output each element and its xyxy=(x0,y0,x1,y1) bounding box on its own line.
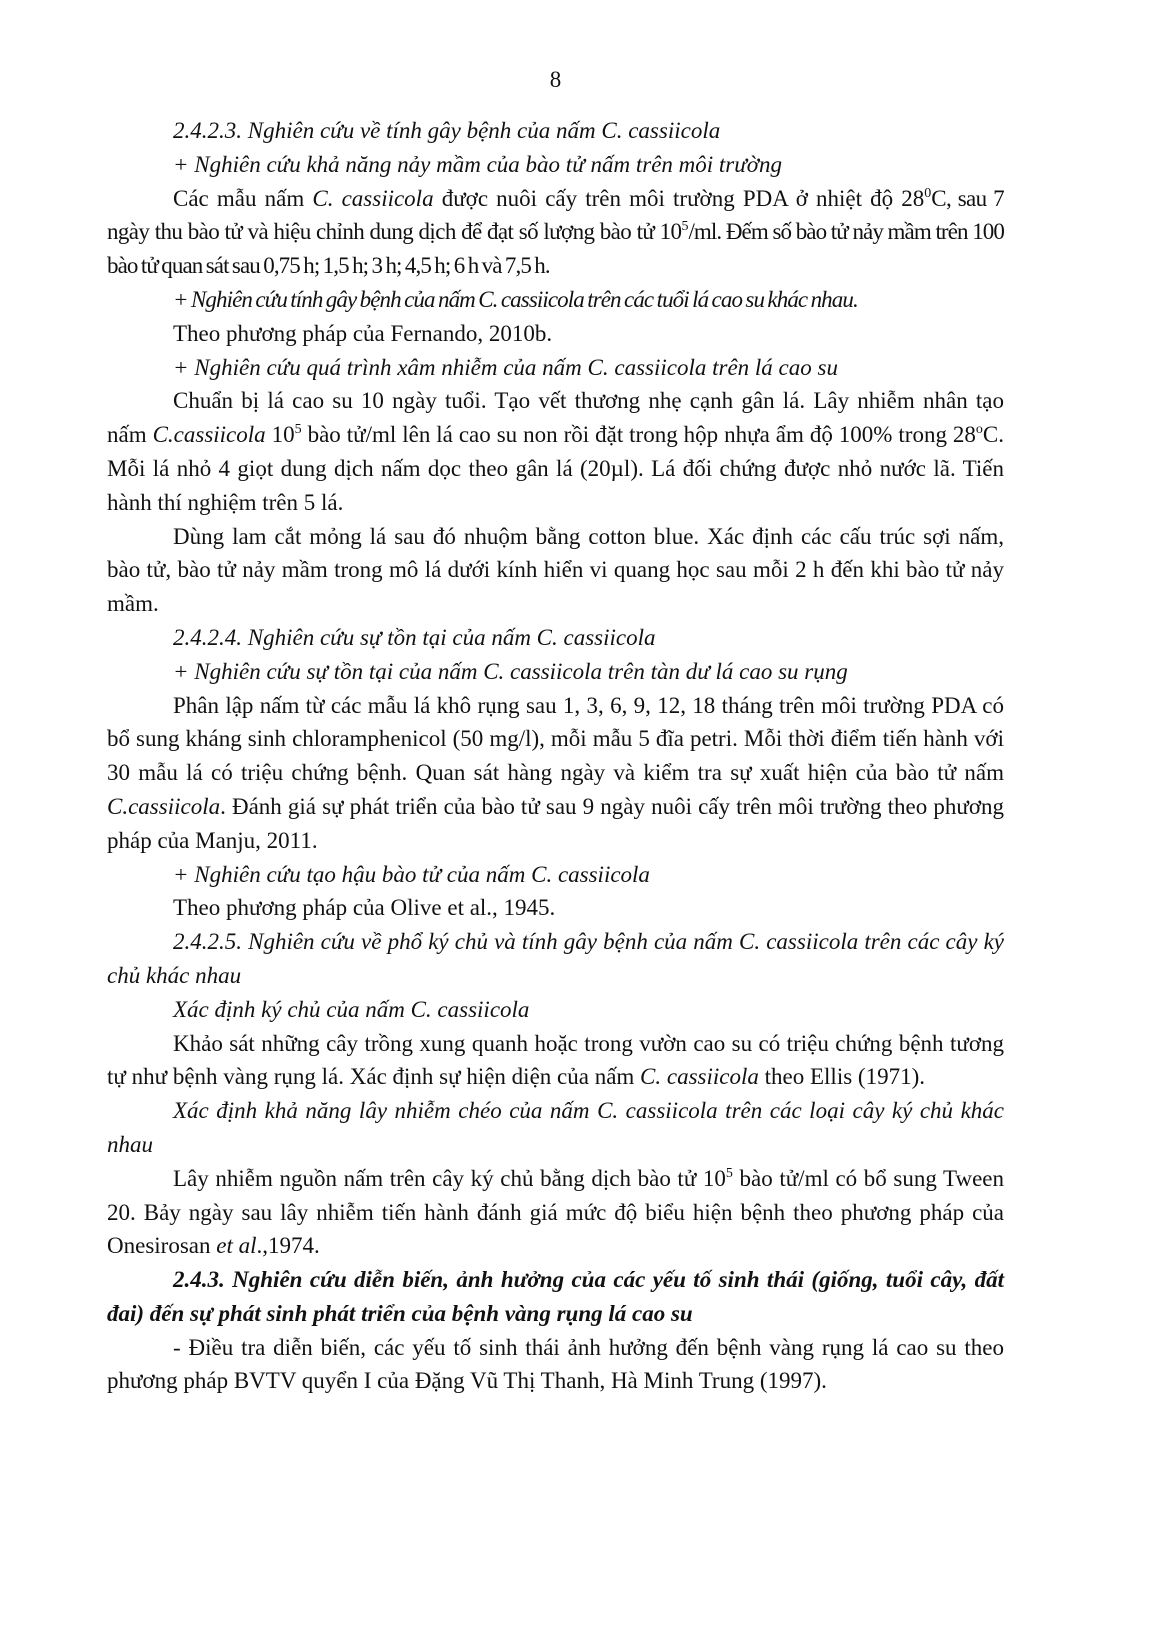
paragraph-host-survey: Khảo sát những cây trồng xung quanh hoặc trong vườn cao su có triệu chứng bệnh tương tự như bệnh vàng rụng lá. Xác định sự hiện diện của nấm C. cassiicola theo Ellis (1971). xyxy=(107,1030,1004,1090)
heading-2-4-2-3: 2.4.2.3. Nghiên cứu về tính gây bệnh của nấm C. cassiicola xyxy=(173,118,721,143)
paragraph-olive: Theo phương pháp của Olive et al., 1945. xyxy=(173,895,556,921)
paragraph-isolation-method: Phân lập nấm từ các mẫu lá khô rụng sau 1, 3, 6, 9, 12, 18 tháng trên môi trường PDA có bổ sung kháng sinh chloramphenicol (50 mg/l), mỗi mẫu 5 đĩa petri. Mỗi thời điểm tiến hành với 30 mẫu lá có triệu chứng bệnh. Quan sát hàng ngày và kiểm tra sự xuất hiện của bào tử nấm C.cassiicola. Đánh giá sự phát triển của bào tử sau 9 ngày nuôi cấy trên môi trường theo phương pháp của Manju, 2011. xyxy=(107,692,1004,853)
subheading-infection-process: + Nghiên cứu quá trình xâm nhiễm của nấm C. cassiicola trên lá cao su xyxy=(173,354,838,380)
paragraph-fernando: Theo phương pháp của Fernando, 2010b. xyxy=(173,320,553,346)
subheading-survival-residue: + Nghiên cứu sự tồn tại của nấm C. cassiicola trên tàn dư lá cao su rụng xyxy=(173,658,848,684)
heading-2-4-3: 2.4.3. Nghiên cứu diễn biến, ảnh hưởng của các yếu tố sinh thái (giống, tuổi cây, đất đai) đến sự phát sinh phát triển của bệnh vàng rụng lá cao su xyxy=(107,1267,1004,1326)
subheading-leaf-age: + Nghiên cứu tính gây bệnh của nấm C. cassiicola trên các tuổi lá cao su khác nhau. xyxy=(173,286,858,312)
subheading-host-identification: Xác định ký chủ của nấm C. cassiicola xyxy=(173,996,530,1022)
paragraph-germination-method: Các mẫu nấm C. cassiicola được nuôi cấy trên môi trường PDA ở nhiệt độ $28^0C$, sau 7 ngày thu bào tử và hiệu chỉnh dung dịch để đạt số lượng bào tử $10^5/ml$. Đếm số bào tử nảy mầm trên 100 bào tử quan sát sau 0,75 h; 1,5 h; 3 h; 4,5 h; 6 h và 7,5 h. xyxy=(107,185,1004,279)
subheading-chlamydospore: + Nghiên cứu tạo hậu bào tử của nấm C. cassiicola xyxy=(173,861,650,887)
heading-2-4-2-4: 2.4.2.4. Nghiên cứu sự tồn tại của nấm C. cassiicola xyxy=(173,624,656,650)
paragraph-cross-infection-method: Lây nhiễm nguồn nấm trên cây ký chủ bằng dịch bào tử $10^5$ bào tử/ml có bổ sung Tween 20. Bảy ngày sau lây nhiễm tiến hành đánh giá mức độ biểu hiện bệnh theo phương pháp của Onesirosan et al.,1974. xyxy=(107,1165,1005,1259)
paragraph-survey-method: - Điều tra diễn biến, các yếu tố sinh thái ảnh hưởng đến bệnh vàng rụng lá cao su theo phương pháp BVTV quyển I của Đặng Vũ Thị Thanh, Hà Minh Trung (1997). xyxy=(107,1334,1004,1394)
page-number: 8 xyxy=(549,67,562,92)
subheading-germination: + Nghiên cứu khả năng nảy mầm của bào tử nấm trên môi trường xyxy=(173,151,783,177)
subheading-cross-infection: Xác định khả năng lây nhiễm chéo của nấm C. cassiicola trên các loại cây ký chủ khác nhau xyxy=(107,1098,1004,1157)
document-page xyxy=(107,60,1004,1398)
heading-2-4-2-5: 2.4.2.5. Nghiên cứu về phổ ký chủ và tính gây bệnh của nấm C. cassiicola trên các cây ký chủ khác nhau xyxy=(107,929,1004,988)
paragraph-staining: Dùng lam cắt mỏng lá sau đó nhuộm bằng cotton blue. Xác định các cấu trúc sợi nấm, bào tử, bào tử nảy mầm trong mô lá dưới kính hiển vi quang học sau mỗi 2 h đến khi bào tử nảy mầm. xyxy=(107,523,1004,617)
paragraph-infection-method: Chuẩn bị lá cao su 10 ngày tuổi. Tạo vết thương nhẹ cạnh gân lá. Lây nhiễm nhân tạo nấm C.cassiicola $10^5$ bào tử/ml lên lá cao su non rồi đặt trong hộp nhựa ẩm độ 100% trong 28$^o$C. Mỗi lá nhỏ 4 giọt dung dịch nấm dọc theo gân lá (20µl). Lá đối chứng được nhỏ nước lã. Tiến hành thí nghiệm trên 5 lá. xyxy=(107,388,1004,515)
